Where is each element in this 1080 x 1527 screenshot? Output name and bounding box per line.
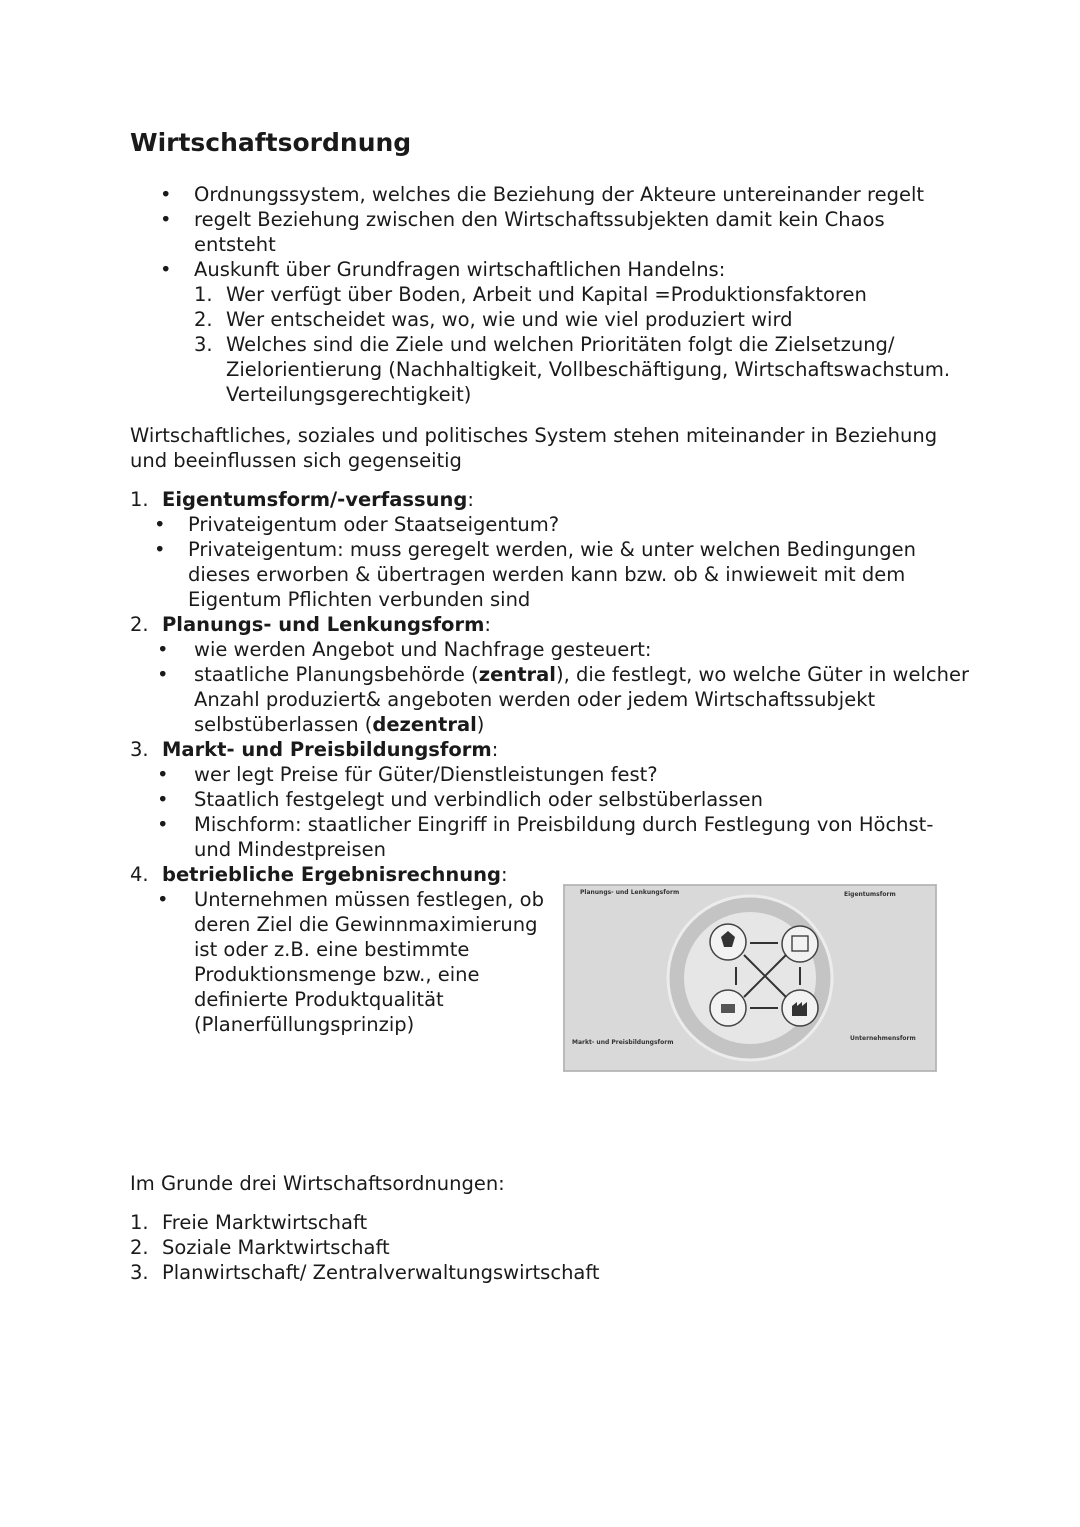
ordnung-item: 3. Planwirtschaft/ Zentralverwaltungswirtschaft xyxy=(130,1261,600,1284)
grundfrage-item: 2. Wer entscheidet was, wo, wie und wie viel produziert wird xyxy=(194,308,793,331)
grundfrage-item: 1. Wer verfügt über Boden, Arbeit und Kapital =Produktionsfaktoren xyxy=(194,283,867,306)
figure-label-top-right: Eigentumsform xyxy=(844,891,896,898)
intro-bullet: • regelt Beziehung zwischen den Wirtschaftssubjekten damit kein Chaos entsteht xyxy=(130,207,970,257)
section-ergebnisrechnung: 4. betriebliche Ergebnisrechnung: • Unternehmen müssen festlegen, ob deren Ziel die Gewinnmaximierung ist oder z.B. eine bestimmte Produktionsmenge bzw., eine definierte Produktqualität (Planerfüllungsprinzip) xyxy=(130,862,970,1037)
section-planungsform: 2. Planungs- und Lenkungsform: • wie werden Angebot und Nachfrage gesteuert: • staatliche Planungsbehörde (zentral), die festlegt, wo welche Güter in welcher Anzahl produziert& angeboten werden oder jedem Wirtschaftssubjekt selbstüberlassen (dezentral) xyxy=(130,612,970,737)
ordnung-item: 1. Freie Marktwirtschaft xyxy=(130,1211,368,1234)
figure-label-bottom-left: Markt- und Preisbildungsform xyxy=(572,1039,674,1046)
page-title: Wirtschaftsordnung xyxy=(130,128,412,157)
intro-bullet: • Auskunft über Grundfragen wirtschaftlichen Handelns: xyxy=(130,257,970,282)
section-heading: Markt- und Preisbildungsform xyxy=(162,738,492,761)
section-heading: betriebliche Ergebnisrechnung xyxy=(162,863,501,886)
figure-label-bottom-right: Unternehmensform xyxy=(850,1035,916,1042)
section-eigentumsform: 1. Eigentumsform/-verfassung: • Privateigentum oder Staatseigentum? • Privateigentum: muss geregelt werden, wie & unter welchen Bedingungen dieses erworben & übertragen werden kann bzw. ob & inwieweit mit dem Eigentum Pflichten verbunden sind xyxy=(130,487,970,612)
intro-bullet-list xyxy=(130,182,970,282)
section-heading: Eigentumsform/-verfassung xyxy=(162,488,468,511)
section-bullet: • Unternehmen müssen festlegen, ob deren Ziel die Gewinnmaximierung ist oder z.B. eine bestimmte Produktionsmenge bzw., eine definierte Produktqualität (Planerfüllungsprinzip) xyxy=(130,887,554,1037)
section-bullet: • staatliche Planungsbehörde (zentral), die festlegt, wo welche Güter in welcher Anzahl produziert& angeboten werden oder jedem Wirtschaftssubjekt selbstüberlassen (dezentral) xyxy=(130,662,970,737)
section-bullet: • wie werden Angebot und Nachfrage gesteuert: xyxy=(130,637,970,662)
figure-label-top-left: Planungs- und Lenkungsform xyxy=(580,889,680,896)
ordnungen-list xyxy=(130,1210,600,1285)
section-bullet: • Mischform: staatlicher Eingriff in Preisbildung durch Festlegung von Höchst- und Mindestpreisen xyxy=(130,812,970,862)
document-icon xyxy=(782,926,818,962)
section-bullet: • Privateigentum: muss geregelt werden, wie & unter welchen Bedingungen dieses erworben & übertragen werden kann bzw. ob & inwieweit mit dem Eigentum Pflichten verbunden sind xyxy=(130,537,970,612)
grundfragen-list xyxy=(130,282,970,407)
wirtschaftsordnung-diagram-image xyxy=(563,884,937,1072)
closing-paragraph: Im Grunde drei Wirtschaftsordnungen: xyxy=(130,1172,505,1195)
section-bullet: • Privateigentum oder Staatseigentum? xyxy=(130,512,970,537)
grundfrage-item: 3. Welches sind die Ziele und welchen Prioritäten folgt die Zielsetzung/ Zielorientierung (Nachhaltigkeit, Vollbeschäftigung, Wirtschaftswachstum. Verteilungsgerechtigkeit) xyxy=(194,333,951,406)
ordnung-item: 2. Soziale Marktwirtschaft xyxy=(130,1236,390,1259)
section-heading: Planungs- und Lenkungsform xyxy=(162,613,485,636)
system-paragraph: Wirtschaftliches, soziales und politisches System stehen miteinander in Beziehung und beeinflussen sich gegenseitig xyxy=(130,424,938,472)
intro-bullet: • Ordnungssystem, welches die Beziehung der Akteure untereinander regelt xyxy=(130,182,970,207)
section-bullet: • wer legt Preise für Güter/Dienstleistungen fest? xyxy=(130,762,970,787)
section-marktform: 3. Markt- und Preisbildungsform: • wer legt Preise für Güter/Dienstleistungen fest? • Staatlich festgelegt und verbindlich oder selbstüberlassen • Mischform: staatlicher Eingriff in Preisbildung durch Festlegung von Höchst- und Mindestpreisen xyxy=(130,737,970,862)
section-bullet: • Staatlich festgelegt und verbindlich oder selbstüberlassen xyxy=(130,787,970,812)
